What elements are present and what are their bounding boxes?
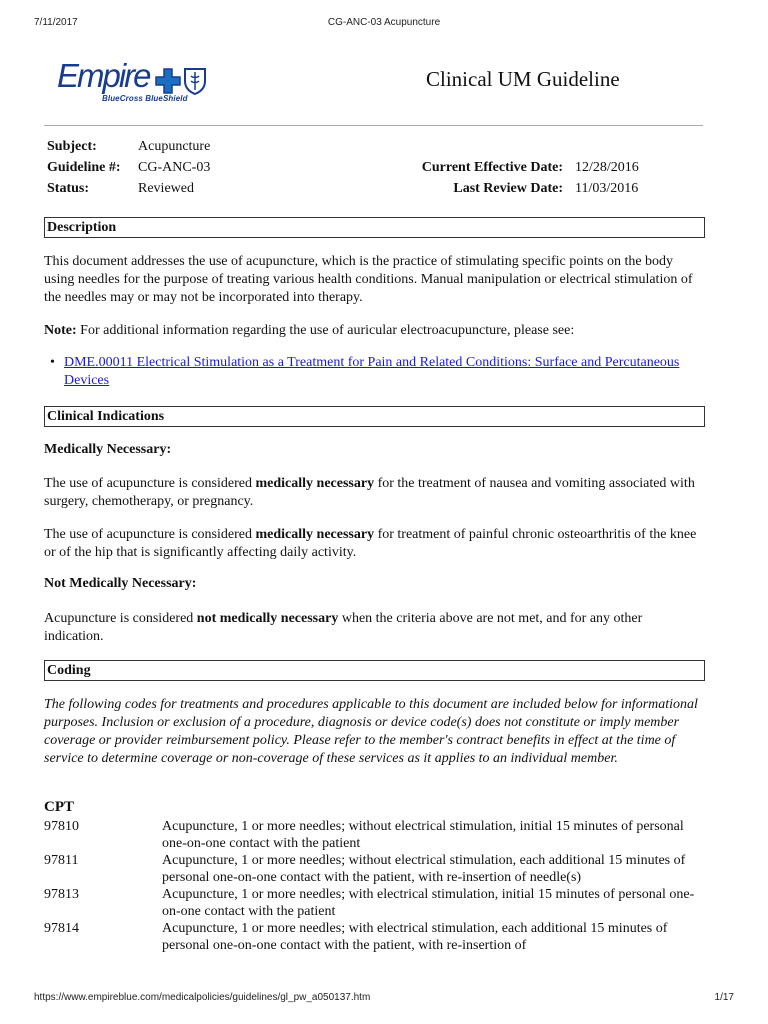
medically-necessary-heading: Medically Necessary: [44,442,172,457]
note-text: For additional information regarding the use of auricular electroacupuncture, please see: [80,323,575,338]
cpt-description: Acupuncture, 1 or more needles; without electrical stimulation, each additional 15 minutes of personal one-on-one contact with the patient, with re-insertion of needle(s) [162,853,686,885]
description-text: This document addresses the use of acupuncture, which is the practice of stimulating specific points on the body using needles for the purpose of treating various health conditions. Manual manipulation or electrical stimulation of the needles may or may not be incorporated into therapy. [44,254,693,305]
not-medically-necessary-heading: Not Medically Necessary: [44,576,197,591]
print-page-number: 1/17 [714,992,734,1003]
coding-intro: The following codes for treatments and procedures applicable to this document are included below for informational purposes. Inclusion or exclusion of a procedure, diagnosis or device code(s) does not constitute or imply member coverage or provider reimbursement policy. Please refer to the member's contract benefits in effect at the time of service to determine coverage or non-coverage of these services as it applies to an individual member. [44,697,698,766]
table-row [44,920,704,954]
meta-left-values [138,136,210,199]
print-footer [34,992,734,1006]
description-heading: Description [44,217,705,238]
status-label: Status: [47,181,90,196]
cpt-description: Acupuncture, 1 or more needles; without electrical stimulation, initial 15 minutes of personal one-on-one contact with the patient [162,819,684,851]
effective-date-label: Current Effective Date: [421,160,563,175]
print-page-title: CG-ANC-03 Acupuncture [327,17,441,28]
meta-right-labels [360,157,563,199]
coding-heading: Coding [44,660,705,681]
cpt-code: 97810 [44,819,79,834]
nmn-paragraph: Acupuncture is considered not medically necessary when the criteria above are not met, and for any other indication. [44,611,643,644]
cpt-description: Acupuncture, 1 or more needles; with electrical stimulation, each additional 15 minutes of personal one-on-one contact with the patient, with re-insertion of [162,921,668,953]
print-url: https://www.empireblue.com/medicalpolicies/guidelines/gl_pw_a050137.htm [34,992,371,1003]
note-label: Note: [44,323,77,338]
logo-wordmark: Empire [57,57,150,94]
table-row [44,852,704,886]
cpt-code: 97813 [44,887,79,902]
table-row [44,886,704,920]
mn-paragraph-1: The use of acupuncture is considered medically necessary for the treatment of nausea and vomiting associated with surgery, chemotherapy, or pregnancy. [44,476,695,509]
cpt-code: 97814 [44,921,79,936]
review-date-value: 11/03/2016 [575,181,639,196]
note-paragraph [44,322,704,340]
blue-shield-icon [183,67,207,95]
status-value: Reviewed [138,181,194,196]
subject-value: Acupuncture [138,139,211,154]
effective-date-value: 12/28/2016 [575,160,639,175]
guideline-label: Guideline #: [47,160,121,175]
cpt-description: Acupuncture, 1 or more needles; with electrical stimulation, initial 15 minutes of personal one-on-one contact with the patient [162,887,695,919]
meta-right-values [575,157,639,199]
blue-cross-icon [155,68,181,94]
header-divider [44,125,703,126]
review-date-label: Last Review Date: [453,181,563,196]
bullet-icon: • [50,355,55,370]
mn-paragraph-2: The use of acupuncture is considered medically necessary for treatment of painful chronic osteoarthritis of the knee or of the hip that is significantly affecting daily activity. [44,527,697,560]
table-row [44,818,704,852]
empire-logo [57,58,217,108]
print-date: 7/11/2017 [34,17,78,28]
cpt-code-table [44,818,704,954]
subject-label: Subject: [47,139,97,154]
page-title: Clinical UM Guideline [426,67,620,91]
related-policy-link[interactable]: DME.00011 Electrical Stimulation as a Treatment for Pain and Related Conditions: Surface and Percutaneous Devices [64,355,680,388]
related-links-list [50,354,704,390]
print-header [34,17,734,31]
guideline-value: CG-ANC-03 [138,160,211,175]
cpt-label: CPT [44,799,74,815]
cpt-code: 97811 [44,853,79,868]
clinical-indications-heading: Clinical Indications [44,406,705,427]
logo-subtext: BlueCross BlueShield [102,94,188,103]
meta-left [47,136,121,199]
